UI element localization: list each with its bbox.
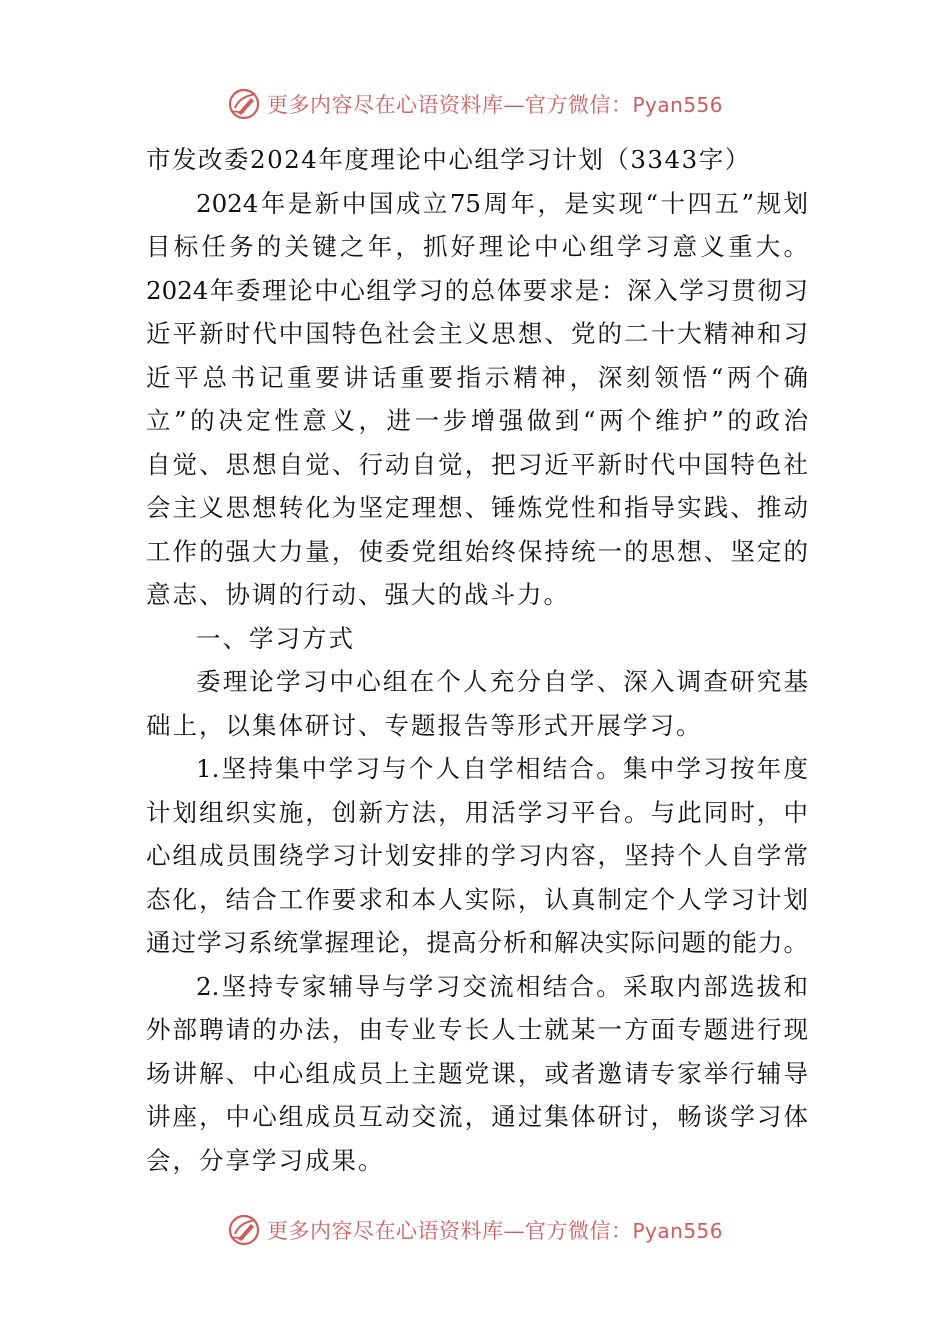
paragraph-line: 立”的决定性意义，进一步增强做到“两个维护”的政治 [146,406,808,435]
paragraph-line: 意志、协调的行动、强大的战斗力。 [146,580,570,609]
paragraph-line: 委理论学习中心组在个人充分自学、深入调查研究基 [196,667,808,696]
paragraph-line: 2024年是新中国成立75周年，是实现“十四五”规划 [196,188,808,218]
paragraph-line: 会，分享学习成果。 [146,1145,385,1175]
paragraph-line: 心组成员围绕学习计划安排的学习内容，坚持个人自学常 [146,841,808,870]
paragraph-line: 讲座，中心组成员互动交流，通过集体研讨，畅谈学习体 [146,1102,808,1131]
paragraph-line: 近平新时代中国特色社会主义思想、党的二十大精神和习 [146,319,808,348]
paragraph-line: 目标任务的关键之年，抓好理论中心组学习意义重大。 [146,232,808,261]
paragraph-line: 通过学习系统掌握理论，提高分析和解决实际问题的能力。 [146,928,808,957]
pen-scroll-icon [227,86,263,122]
paragraph-line: 础上，以集体研讨、专题报告等形式开展学习。 [146,710,703,740]
paragraph-line: 1.坚持集中学习与个人自学相结合。集中学习按年度 [196,754,808,783]
document-title: 市发改委2024年度理论中心组学习计划（3343字） [146,145,751,174]
paragraph-line: 态化，结合工作要求和本人实际，认真制定个人学习计划 [146,884,808,914]
document-body [146,138,808,1182]
paragraph-line: 近平总书记重要讲话重要指示精神，深刻领悟“两个确 [146,362,808,392]
paragraph-line: 计划组织实施，创新方法，用活学习平台。与此同时，中 [146,797,808,827]
footer-banner [0,1210,950,1250]
pen-scroll-icon [227,1212,263,1248]
header-banner-text: 更多内容尽在心语资料库—官方微信：Pyan556 [266,93,723,117]
paragraph-line: 工作的强大力量，使委党组始终保持统一的思想、坚定的 [146,536,808,566]
header-banner-brand: Pyan556 [632,93,723,117]
footer-banner-text: 更多内容尽在心语资料库—官方微信：Pyan556 [266,1219,723,1243]
paragraph-line: 自觉、思想自觉、行动自觉，把习近平新时代中国特色社 [146,449,808,479]
paragraph-line: 2.坚持专家辅导与学习交流相结合。采取内部选拔和 [196,971,808,1001]
footer-banner-brand: Pyan556 [632,1219,723,1243]
section-heading: 一、学习方式 [196,623,355,653]
header-banner [0,84,950,124]
paragraph-line: 场讲解、中心组成员上主题党课，或者邀请专家举行辅导 [146,1058,808,1088]
paragraph-line: 2024年委理论中心组学习的总体要求是：深入学习贯彻习 [146,275,808,305]
paragraph-line: 会主义思想转化为坚定理想、锤炼党性和指导实践、推动 [146,493,808,522]
paragraph-line: 外部聘请的办法，由专业专长人士就某一方面专题进行现 [146,1015,808,1044]
